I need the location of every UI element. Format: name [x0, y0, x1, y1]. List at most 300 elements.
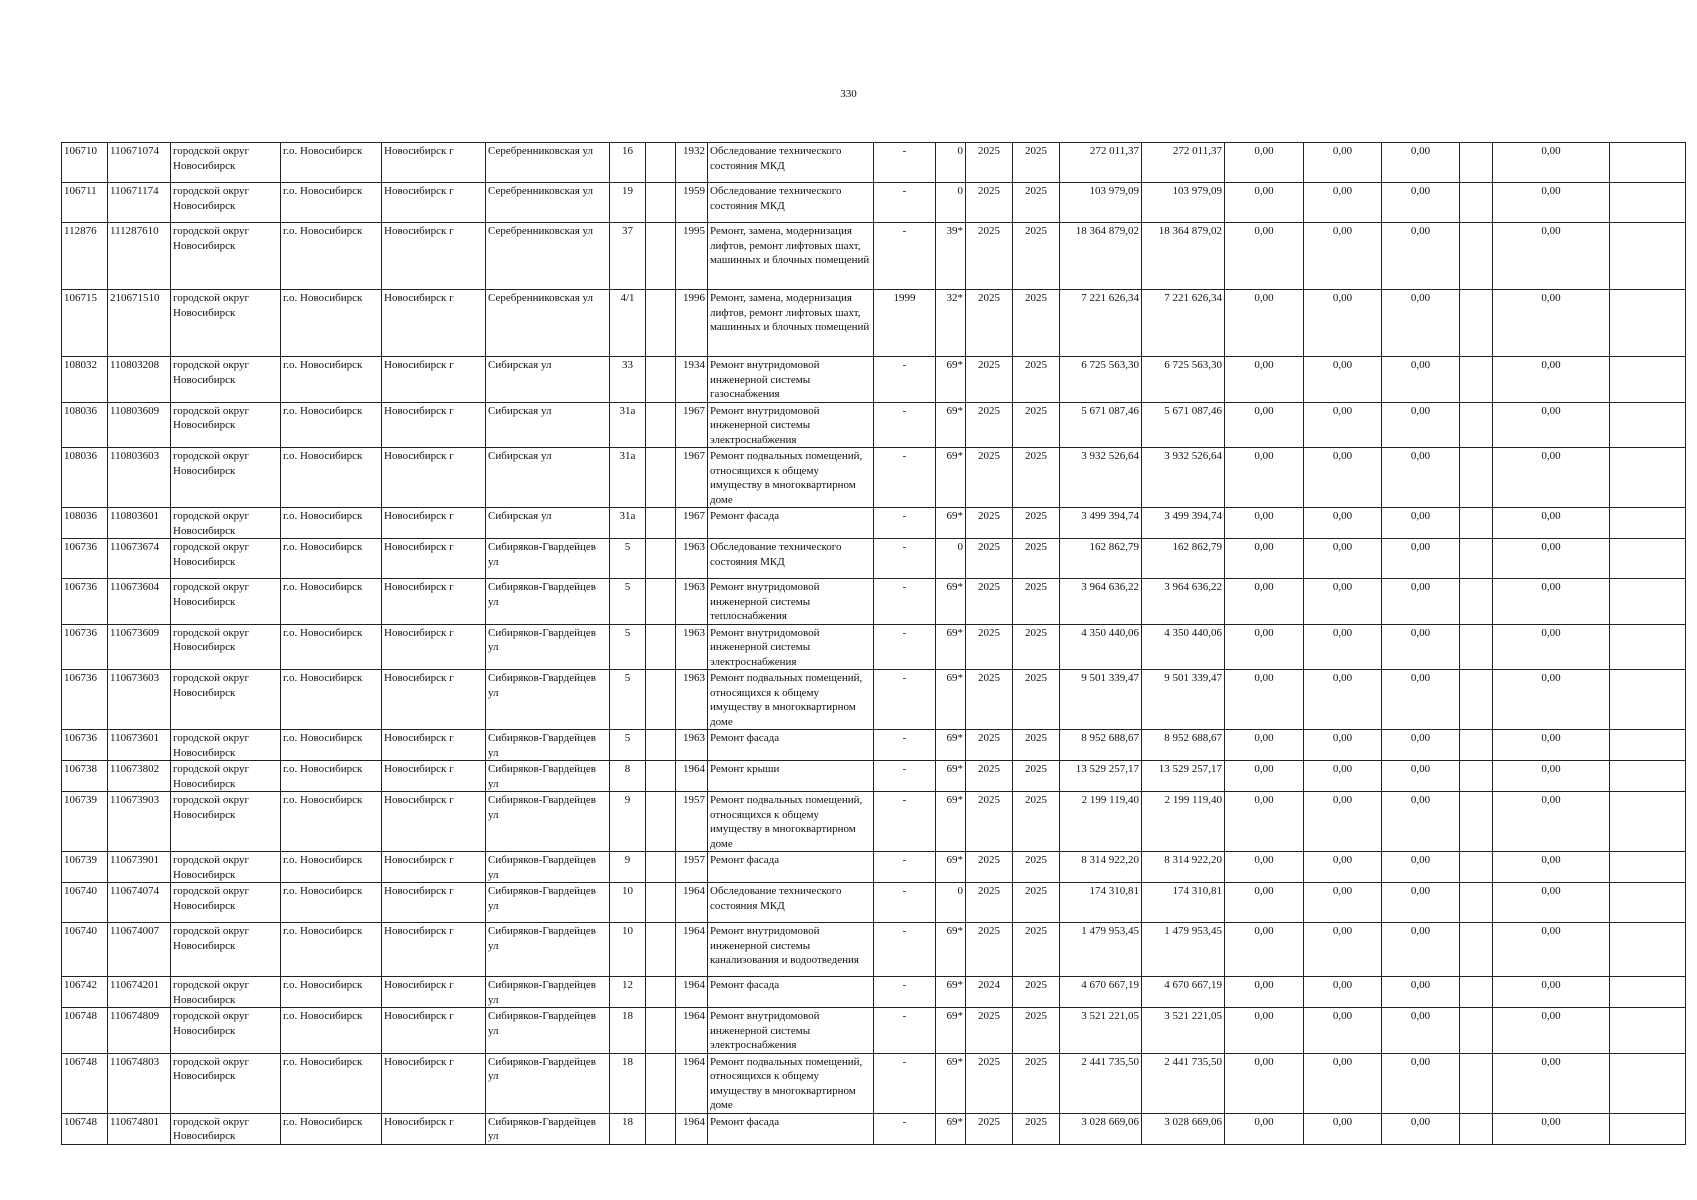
cell-start: 2025: [966, 923, 1013, 977]
table-row: [62, 357, 1686, 403]
cell-start: 2025: [966, 1053, 1013, 1113]
cell-work: Ремонт подвальных помещений, относящихся к общему имуществу в многоквартирном доме: [708, 448, 874, 508]
cell-start: 2025: [966, 624, 1013, 670]
cell-year: 1964: [676, 923, 708, 977]
cell-v4: [1460, 1053, 1493, 1113]
cell-v4: [1460, 579, 1493, 625]
cell-district: городской округ Новосибирск: [171, 730, 281, 761]
cell-locality: Новосибирск г: [382, 143, 486, 183]
cell-v4: [1460, 290, 1493, 357]
cell-end: 2025: [1013, 624, 1060, 670]
cell-v1: 0,00: [1225, 223, 1304, 290]
cell-house: 18: [610, 1053, 646, 1113]
cell-cost-total: 8 952 688,67: [1060, 730, 1142, 761]
cell-v4: [1460, 624, 1493, 670]
cell-code: 110673901: [108, 852, 171, 883]
cell-v1: 0,00: [1225, 624, 1304, 670]
cell-code: 110673674: [108, 539, 171, 579]
cell-locality: Новосибирск г: [382, 761, 486, 792]
cell-district: городской округ Новосибирск: [171, 883, 281, 923]
cell-letter: [646, 1053, 676, 1113]
cell-v3: 0,00: [1382, 883, 1460, 923]
cell-end: 2025: [1013, 1008, 1060, 1054]
cell-v5: 0,00: [1493, 402, 1610, 448]
cell-v5: 0,00: [1493, 508, 1610, 539]
cell-id: 108036: [62, 508, 108, 539]
cell-municipality: г.о. Новосибирск: [281, 1053, 382, 1113]
cell-street: Серебренниковская ул: [486, 290, 610, 357]
cell-cost-fund: 9 501 339,47: [1142, 670, 1225, 730]
cell-term: 69*: [936, 852, 966, 883]
table-row: [62, 223, 1686, 290]
cell-v5: 0,00: [1493, 852, 1610, 883]
cell-house: 31а: [610, 508, 646, 539]
cell-v1: 0,00: [1225, 402, 1304, 448]
cell-year: 1964: [676, 1113, 708, 1144]
cell-prev-year: -: [874, 579, 936, 625]
cell-code: 110673601: [108, 730, 171, 761]
cell-municipality: г.о. Новосибирск: [281, 670, 382, 730]
cell-municipality: г.о. Новосибирск: [281, 1113, 382, 1144]
cell-cost-fund: 8 314 922,20: [1142, 852, 1225, 883]
cell-v2: 0,00: [1304, 1053, 1382, 1113]
cell-year: 1957: [676, 792, 708, 852]
cell-year: 1967: [676, 402, 708, 448]
cell-v4: [1460, 508, 1493, 539]
cell-v1: 0,00: [1225, 290, 1304, 357]
cell-municipality: г.о. Новосибирск: [281, 508, 382, 539]
cell-cost-fund: 3 521 221,05: [1142, 1008, 1225, 1054]
cell-house: 8: [610, 761, 646, 792]
cell-v6: [1610, 402, 1686, 448]
cell-work: Ремонт фасада: [708, 508, 874, 539]
cell-v1: 0,00: [1225, 448, 1304, 508]
cell-term: 69*: [936, 1008, 966, 1054]
cell-v2: 0,00: [1304, 448, 1382, 508]
cell-v3: 0,00: [1382, 579, 1460, 625]
table-row: [62, 143, 1686, 183]
cell-v3: 0,00: [1382, 761, 1460, 792]
cell-letter: [646, 357, 676, 403]
cell-letter: [646, 223, 676, 290]
cell-v4: [1460, 357, 1493, 403]
cell-end: 2025: [1013, 761, 1060, 792]
cell-cost-total: 3 499 394,74: [1060, 508, 1142, 539]
cell-id: 108036: [62, 402, 108, 448]
cell-prev-year: -: [874, 508, 936, 539]
cell-code: 210671510: [108, 290, 171, 357]
cell-year: 1957: [676, 852, 708, 883]
cell-house: 5: [610, 539, 646, 579]
cell-v2: 0,00: [1304, 223, 1382, 290]
cell-prev-year: -: [874, 402, 936, 448]
cell-id: 106736: [62, 624, 108, 670]
cell-cost-total: 2 441 735,50: [1060, 1053, 1142, 1113]
cell-locality: Новосибирск г: [382, 357, 486, 403]
cell-term: 69*: [936, 670, 966, 730]
cell-prev-year: -: [874, 670, 936, 730]
cell-v6: [1610, 183, 1686, 223]
cell-v4: [1460, 223, 1493, 290]
cell-street: Сибиряков-Гвардейцев ул: [486, 761, 610, 792]
cell-work: Ремонт внутридомовой инженерной системы теплоснабжения: [708, 579, 874, 625]
cell-code: 110803603: [108, 448, 171, 508]
cell-letter: [646, 670, 676, 730]
cell-locality: Новосибирск г: [382, 448, 486, 508]
cell-municipality: г.о. Новосибирск: [281, 448, 382, 508]
cell-v5: 0,00: [1493, 1113, 1610, 1144]
cell-term: 69*: [936, 977, 966, 1008]
cell-v3: 0,00: [1382, 1008, 1460, 1054]
cell-cost-total: 9 501 339,47: [1060, 670, 1142, 730]
cell-v1: 0,00: [1225, 508, 1304, 539]
cell-house: 37: [610, 223, 646, 290]
cell-letter: [646, 579, 676, 625]
cell-v1: 0,00: [1225, 539, 1304, 579]
cell-locality: Новосибирск г: [382, 977, 486, 1008]
cell-cost-fund: 103 979,09: [1142, 183, 1225, 223]
cell-v2: 0,00: [1304, 792, 1382, 852]
cell-district: городской округ Новосибирск: [171, 143, 281, 183]
table-row: [62, 539, 1686, 579]
cell-work: Обследование технического состояния МКД: [708, 143, 874, 183]
cell-term: 0: [936, 143, 966, 183]
cell-prev-year: -: [874, 1053, 936, 1113]
cell-v3: 0,00: [1382, 977, 1460, 1008]
cell-municipality: г.о. Новосибирск: [281, 883, 382, 923]
cell-cost-fund: 4 670 667,19: [1142, 977, 1225, 1008]
cell-municipality: г.о. Новосибирск: [281, 923, 382, 977]
cell-municipality: г.о. Новосибирск: [281, 223, 382, 290]
cell-cost-fund: 2 199 119,40: [1142, 792, 1225, 852]
cell-work: Ремонт фасада: [708, 977, 874, 1008]
cell-v6: [1610, 539, 1686, 579]
cell-id: 106748: [62, 1113, 108, 1144]
cell-v6: [1610, 579, 1686, 625]
cell-code: 110674007: [108, 923, 171, 977]
cell-cost-fund: 3 932 526,64: [1142, 448, 1225, 508]
cell-work: Ремонт внутридомовой инженерной системы газоснабжения: [708, 357, 874, 403]
cell-cost-total: 18 364 879,02: [1060, 223, 1142, 290]
cell-start: 2025: [966, 143, 1013, 183]
cell-v1: 0,00: [1225, 143, 1304, 183]
cell-municipality: г.о. Новосибирск: [281, 977, 382, 1008]
cell-v5: 0,00: [1493, 730, 1610, 761]
cell-house: 9: [610, 852, 646, 883]
cell-district: городской округ Новосибирск: [171, 624, 281, 670]
cell-cost-total: 4 350 440,06: [1060, 624, 1142, 670]
cell-locality: Новосибирск г: [382, 1008, 486, 1054]
cell-letter: [646, 290, 676, 357]
cell-street: Сибиряков-Гвардейцев ул: [486, 977, 610, 1008]
cell-v3: 0,00: [1382, 1113, 1460, 1144]
cell-letter: [646, 792, 676, 852]
cell-cost-fund: 174 310,81: [1142, 883, 1225, 923]
cell-v1: 0,00: [1225, 1113, 1304, 1144]
cell-street: Сибиряков-Гвардейцев ул: [486, 539, 610, 579]
table-row: [62, 883, 1686, 923]
cell-term: 69*: [936, 508, 966, 539]
cell-start: 2025: [966, 761, 1013, 792]
cell-v5: 0,00: [1493, 183, 1610, 223]
cell-locality: Новосибирск г: [382, 508, 486, 539]
cell-house: 31а: [610, 448, 646, 508]
cell-house: 18: [610, 1113, 646, 1144]
page-number: 330: [840, 88, 857, 100]
cell-v4: [1460, 792, 1493, 852]
cell-work: Ремонт фасада: [708, 730, 874, 761]
cell-v4: [1460, 183, 1493, 223]
table-body: [62, 143, 1686, 1145]
cell-id: 106711: [62, 183, 108, 223]
cell-street: Сибиряков-Гвардейцев ул: [486, 852, 610, 883]
cell-v2: 0,00: [1304, 670, 1382, 730]
cell-v4: [1460, 977, 1493, 1008]
cell-year: 1964: [676, 761, 708, 792]
cell-v1: 0,00: [1225, 357, 1304, 403]
cell-work: Ремонт внутридомовой инженерной системы электроснабжения: [708, 1008, 874, 1054]
cell-prev-year: -: [874, 1113, 936, 1144]
cell-year: 1959: [676, 183, 708, 223]
cell-cost-fund: 2 441 735,50: [1142, 1053, 1225, 1113]
cell-v1: 0,00: [1225, 1008, 1304, 1054]
cell-house: 31а: [610, 402, 646, 448]
cell-locality: Новосибирск г: [382, 539, 486, 579]
cell-v4: [1460, 923, 1493, 977]
cell-year: 1963: [676, 670, 708, 730]
cell-end: 2025: [1013, 1113, 1060, 1144]
cell-v4: [1460, 852, 1493, 883]
cell-locality: Новосибирск г: [382, 852, 486, 883]
cell-house: 10: [610, 923, 646, 977]
cell-v6: [1610, 792, 1686, 852]
cell-locality: Новосибирск г: [382, 730, 486, 761]
cell-year: 1963: [676, 579, 708, 625]
table-row: [62, 579, 1686, 625]
cell-code: 110673802: [108, 761, 171, 792]
cell-street: Серебренниковская ул: [486, 143, 610, 183]
cell-cost-total: 4 670 667,19: [1060, 977, 1142, 1008]
cell-v4: [1460, 761, 1493, 792]
cell-end: 2025: [1013, 977, 1060, 1008]
cell-v3: 0,00: [1382, 730, 1460, 761]
cell-v2: 0,00: [1304, 624, 1382, 670]
cell-v6: [1610, 1053, 1686, 1113]
cell-house: 12: [610, 977, 646, 1008]
cell-id: 106748: [62, 1053, 108, 1113]
cell-code: 110674803: [108, 1053, 171, 1113]
cell-prev-year: -: [874, 223, 936, 290]
cell-locality: Новосибирск г: [382, 670, 486, 730]
cell-id: 106710: [62, 143, 108, 183]
cell-work: Ремонт фасада: [708, 1113, 874, 1144]
cell-street: Сибиряков-Гвардейцев ул: [486, 923, 610, 977]
cell-v2: 0,00: [1304, 977, 1382, 1008]
cell-street: Серебренниковская ул: [486, 223, 610, 290]
table-row: [62, 183, 1686, 223]
cell-year: 1964: [676, 1053, 708, 1113]
cell-prev-year: -: [874, 143, 936, 183]
cell-prev-year: -: [874, 977, 936, 1008]
cell-v5: 0,00: [1493, 792, 1610, 852]
cell-year: 1964: [676, 1008, 708, 1054]
cell-v5: 0,00: [1493, 670, 1610, 730]
cell-v3: 0,00: [1382, 357, 1460, 403]
cell-v1: 0,00: [1225, 852, 1304, 883]
cell-term: 39*: [936, 223, 966, 290]
cell-end: 2025: [1013, 670, 1060, 730]
cell-municipality: г.о. Новосибирск: [281, 357, 382, 403]
cell-prev-year: -: [874, 792, 936, 852]
cell-prev-year: -: [874, 624, 936, 670]
cell-work: Ремонт, замена, модернизация лифтов, ремонт лифтовых шахт, машинных и блочных помещений: [708, 290, 874, 357]
cell-year: 1964: [676, 977, 708, 1008]
cell-letter: [646, 1008, 676, 1054]
cell-municipality: г.о. Новосибирск: [281, 290, 382, 357]
cell-term: 69*: [936, 761, 966, 792]
cell-prev-year: -: [874, 761, 936, 792]
cell-work: Обследование технического состояния МКД: [708, 183, 874, 223]
cell-start: 2025: [966, 1008, 1013, 1054]
cell-v2: 0,00: [1304, 883, 1382, 923]
cell-code: 110674801: [108, 1113, 171, 1144]
cell-v3: 0,00: [1382, 670, 1460, 730]
cell-start: 2025: [966, 508, 1013, 539]
cell-v6: [1610, 223, 1686, 290]
cell-v3: 0,00: [1382, 143, 1460, 183]
cell-start: 2024: [966, 977, 1013, 1008]
cell-prev-year: -: [874, 852, 936, 883]
cell-v1: 0,00: [1225, 730, 1304, 761]
table-row: [62, 508, 1686, 539]
cell-id: 106740: [62, 923, 108, 977]
table-row: [62, 730, 1686, 761]
cell-cost-fund: 4 350 440,06: [1142, 624, 1225, 670]
cell-district: городской округ Новосибирск: [171, 852, 281, 883]
cell-v1: 0,00: [1225, 923, 1304, 977]
cell-term: 69*: [936, 923, 966, 977]
cell-prev-year: -: [874, 183, 936, 223]
cell-v2: 0,00: [1304, 183, 1382, 223]
cell-year: 1967: [676, 448, 708, 508]
cell-v2: 0,00: [1304, 1008, 1382, 1054]
cell-letter: [646, 1113, 676, 1144]
cell-id: 106736: [62, 730, 108, 761]
cell-letter: [646, 852, 676, 883]
cell-street: Сибиряков-Гвардейцев ул: [486, 1113, 610, 1144]
cell-letter: [646, 448, 676, 508]
cell-house: 4/1: [610, 290, 646, 357]
cell-id: 106736: [62, 579, 108, 625]
cell-house: 9: [610, 792, 646, 852]
cell-code: 110674074: [108, 883, 171, 923]
cell-v4: [1460, 730, 1493, 761]
cell-municipality: г.о. Новосибирск: [281, 183, 382, 223]
cell-house: 16: [610, 143, 646, 183]
cell-cost-fund: 5 671 087,46: [1142, 402, 1225, 448]
cell-v6: [1610, 852, 1686, 883]
cell-v3: 0,00: [1382, 223, 1460, 290]
cell-end: 2025: [1013, 357, 1060, 403]
cell-work: Ремонт внутридомовой инженерной системы канализования и водоотведения: [708, 923, 874, 977]
cell-v3: 0,00: [1382, 183, 1460, 223]
cell-locality: Новосибирск г: [382, 579, 486, 625]
cell-code: 110674201: [108, 977, 171, 1008]
cell-v1: 0,00: [1225, 1053, 1304, 1113]
cell-v3: 0,00: [1382, 792, 1460, 852]
cell-end: 2025: [1013, 539, 1060, 579]
cell-v3: 0,00: [1382, 402, 1460, 448]
cell-v6: [1610, 1113, 1686, 1144]
cell-letter: [646, 539, 676, 579]
cell-cost-total: 3 028 669,06: [1060, 1113, 1142, 1144]
cell-v4: [1460, 402, 1493, 448]
cell-v2: 0,00: [1304, 579, 1382, 625]
cell-v2: 0,00: [1304, 539, 1382, 579]
cell-id: 106748: [62, 1008, 108, 1054]
cell-municipality: г.о. Новосибирск: [281, 579, 382, 625]
cell-street: Сибирская ул: [486, 448, 610, 508]
cell-letter: [646, 761, 676, 792]
cell-letter: [646, 508, 676, 539]
cell-v2: 0,00: [1304, 1113, 1382, 1144]
cell-v5: 0,00: [1493, 143, 1610, 183]
cell-cost-fund: 3 499 394,74: [1142, 508, 1225, 539]
cell-v4: [1460, 448, 1493, 508]
cell-id: 106715: [62, 290, 108, 357]
table-row: [62, 290, 1686, 357]
table-row: [62, 402, 1686, 448]
cell-district: городской округ Новосибирск: [171, 402, 281, 448]
cell-end: 2025: [1013, 448, 1060, 508]
cell-cost-total: 174 310,81: [1060, 883, 1142, 923]
cell-code: 110673604: [108, 579, 171, 625]
cell-district: городской округ Новосибирск: [171, 539, 281, 579]
cell-cost-fund: 162 862,79: [1142, 539, 1225, 579]
cell-term: 69*: [936, 792, 966, 852]
cell-municipality: г.о. Новосибирск: [281, 792, 382, 852]
cell-code: 110673609: [108, 624, 171, 670]
cell-end: 2025: [1013, 923, 1060, 977]
cell-term: 69*: [936, 624, 966, 670]
cell-v2: 0,00: [1304, 761, 1382, 792]
cell-street: Сибиряков-Гвардейцев ул: [486, 730, 610, 761]
cell-prev-year: -: [874, 923, 936, 977]
cell-end: 2025: [1013, 730, 1060, 761]
cell-street: Сибиряков-Гвардейцев ул: [486, 883, 610, 923]
cell-prev-year: -: [874, 539, 936, 579]
cell-v2: 0,00: [1304, 402, 1382, 448]
cell-v3: 0,00: [1382, 624, 1460, 670]
cell-end: 2025: [1013, 143, 1060, 183]
cell-work: Ремонт подвальных помещений, относящихся к общему имуществу в многоквартирном доме: [708, 792, 874, 852]
table-row: [62, 624, 1686, 670]
cell-street: Сибиряков-Гвардейцев ул: [486, 1053, 610, 1113]
cell-letter: [646, 883, 676, 923]
cell-v3: 0,00: [1382, 290, 1460, 357]
cell-cost-total: 103 979,09: [1060, 183, 1142, 223]
cell-letter: [646, 730, 676, 761]
cell-id: 108036: [62, 448, 108, 508]
cell-year: 1995: [676, 223, 708, 290]
cell-letter: [646, 977, 676, 1008]
cell-locality: Новосибирск г: [382, 923, 486, 977]
cell-id: 108032: [62, 357, 108, 403]
cell-municipality: г.о. Новосибирск: [281, 143, 382, 183]
cell-district: городской округ Новосибирск: [171, 1008, 281, 1054]
cell-start: 2025: [966, 183, 1013, 223]
cell-district: городской округ Новосибирск: [171, 670, 281, 730]
